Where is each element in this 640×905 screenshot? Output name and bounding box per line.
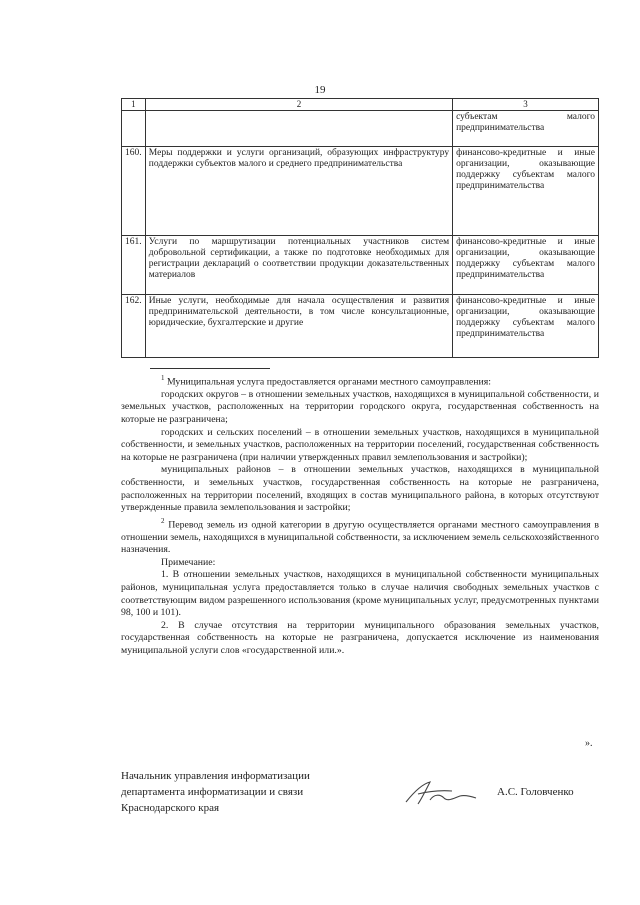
footnote-1-districts: муниципальных районов – в отношении земельных участков, находящихся в муниципальной собственности, и земельных участков, государственная собственность на которые не разграничена, расположенных на территории поселений, входящих в состав муниципального района, в которых отсутствуют утвержденные правила землепользования и застройки; (121, 464, 599, 514)
header-col-2: 2 (145, 99, 452, 111)
note-item-2: 2. В случае отсутствия на территории муниципального образования земельных участков, государственная собственность на которые не разграничена, допускается исключение из наименования муниципальной услуги слов «государственной или.». (121, 619, 599, 656)
footnote-2-text: Перевод земель из одной категории в другую осуществляется органами местного самоуправления в отношении земель, находящихся в муниципальной собственности, за исключением земель сельскохозяйственного назначения. (121, 519, 599, 556)
footnote-1-urban: городских округов – в отношении земельных участков, находящихся в муниципальной собственности, и земельных участков, расположенных на территории городского округа, государственная собственность на которые не разграничена; (121, 388, 599, 426)
table-header-row (122, 99, 599, 111)
footnote-1-intro-text: Муниципальная услуга предоставляется органами местного самоуправления: (166, 376, 491, 388)
signatory-title-line-3: Краснодарского края (121, 802, 220, 814)
closing-quote: ». (585, 738, 593, 749)
footnote-1-intro (121, 372, 599, 389)
row-number (122, 111, 146, 147)
header-col-1: 1 (122, 99, 146, 111)
handwritten-signature (400, 776, 480, 810)
row-number: 162. (122, 295, 146, 358)
note-title: Примечание: (161, 556, 216, 568)
service-name: Услуги по маршрутизации потенциальных участников систем добровольной сертификации, а также по подготовке необходимых для регистрации деклараций о соответствии продукции доказательственных материалов (145, 236, 452, 295)
header-col-3: 3 (453, 99, 599, 111)
note-item-1: 1. В отношении земельных участков, находящихся в муниципальной собственности муниципальных районов, муниципальная услуга предоставляется только в случае наличия свободных земельных участков с соответствующим видом разрешенного использования (кроме муниципальных услуг, предусмотренных пунктами 98, 100 и 101). (121, 569, 599, 619)
service-provider: финансово-кредитные и иные организации, оказывающие поддержку субъектам малого предпринимательства (453, 147, 599, 236)
table-row (122, 295, 599, 358)
service-name (145, 111, 452, 147)
footnote-1-mark: 1 (161, 374, 165, 382)
row-number: 160. (122, 147, 146, 236)
signatory-name: А.С. Головченко (497, 786, 574, 798)
service-provider: финансово-кредитные и иные организации, оказывающие поддержку субъектам малого предпринимательства (453, 295, 599, 358)
service-provider: финансово-кредитные и иные организации, оказывающие поддержку субъектам малого предпринимательства (453, 236, 599, 295)
signatory-title (121, 768, 310, 816)
table-row (122, 236, 599, 295)
footnote-2-mark: 2 (161, 516, 165, 525)
signatory-title-line-1: Начальник управления информатизации (121, 770, 310, 782)
service-provider: субъектам малого предпринимательства (453, 111, 599, 147)
signatory-title-line-2: департамента информатизации и связи (121, 786, 304, 798)
footnote-2 (121, 515, 599, 557)
row-number: 161. (122, 236, 146, 295)
service-name: Меры поддержки и услуги организаций, образующих инфраструктуру поддержки субъектов малого и среднего предпринимательства (145, 147, 452, 236)
table-row (122, 111, 599, 147)
table-row (122, 147, 599, 236)
footnotes-section (121, 372, 599, 658)
page-number: 19 (314, 84, 326, 96)
service-name: Иные услуги, необходимые для начала осуществления и развития предпринимательской деятельности, в том числе консультационные, юридические, бухгалтерские и другие (145, 295, 452, 358)
footnote-1-settlements: городских и сельских поселений – в отношении земельных участков, находящихся в муниципальной собственности, и земельных участков, расположенных на территории поселений, государственная собственность на которые не разграничена (при наличии утвержденных правил землепользования и застройки); (121, 426, 599, 463)
footnote-separator (150, 368, 270, 369)
services-table (121, 98, 599, 358)
